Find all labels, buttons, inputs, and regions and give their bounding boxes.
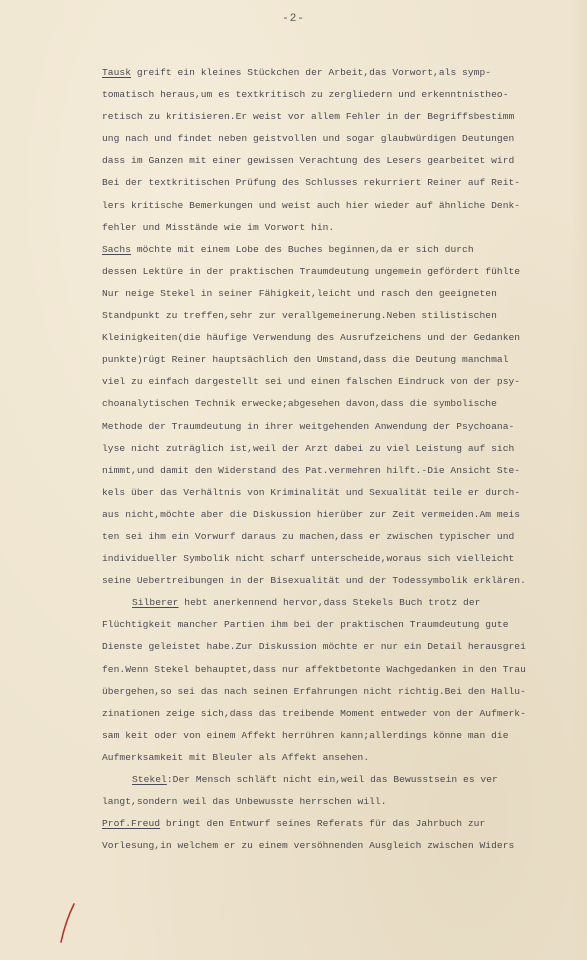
text-line bbox=[102, 327, 586, 349]
line-text: Vorlesung,in welchem er zu einem versöhnenden Ausgleich zwischen Widers bbox=[102, 840, 515, 852]
line-text: übergehen,so sei das nach seinen Erfahrungen nicht richtig.Bei den Hallu- bbox=[102, 685, 526, 697]
text-line bbox=[102, 150, 586, 172]
text-line bbox=[102, 438, 586, 460]
text-line bbox=[102, 725, 586, 747]
line-text: kels über das Verhältnis von Kriminalität und Sexualität teile er durch- bbox=[102, 486, 521, 498]
line-text: ung nach und findet neben geistvollen und sogar glaubwürdigen Deutungen bbox=[102, 133, 515, 145]
line-text: ten sei ihm ein Vorwurf daraus zu machen,dass er zwischen typischer und bbox=[102, 530, 515, 542]
text-line bbox=[102, 548, 586, 570]
line-text: Methode der Traumdeutung in ihrer weitgehenden Anwendung der Psychoana- bbox=[102, 420, 515, 432]
speaker-name: Sachs bbox=[102, 243, 132, 255]
line-text: sam keit oder von einem Affekt herrühren kann;allerdings könne man die bbox=[102, 729, 509, 741]
line-text: lyse nicht zuträglich ist,weil der Arzt dabei zu viel Leistung auf sich bbox=[102, 442, 515, 454]
line-text: retisch zu kritisieren.Er weist vor allem Fehler in der Begriffsbestimm bbox=[102, 111, 515, 123]
text-line bbox=[102, 747, 586, 769]
text-line bbox=[102, 261, 586, 283]
line-text: langt,sondern weil das Unbewusste herrschen will. bbox=[102, 796, 387, 808]
line-text: :Der Mensch schläft nicht ein,weil das Bewusstsein es ver bbox=[166, 774, 498, 785]
text-line bbox=[102, 592, 586, 614]
line-text: Dienste geleistet habe.Zur Diskussion möchte er nur ein Detail herausgrei bbox=[102, 641, 526, 653]
line-text: viel zu einfach dargestellt sei und einen falschen Eindruck von der psy- bbox=[102, 376, 521, 388]
line-text: greift ein kleines Stückchen der Arbeit,das Vorwort,als symp- bbox=[131, 67, 492, 78]
text-line bbox=[102, 349, 586, 371]
text-line bbox=[102, 283, 586, 305]
speaker-name: Stekel bbox=[132, 774, 167, 785]
text-line bbox=[102, 504, 586, 526]
line-text: fen.Wenn Stekel behauptet,dass nur affektbetonte Wachgedanken in den Trau bbox=[102, 663, 526, 675]
text-line bbox=[102, 305, 586, 327]
page-edge-shading bbox=[571, 0, 587, 960]
text-line bbox=[102, 791, 586, 813]
line-text: Flüchtigkeit mancher Partien ihm bei der praktischen Traumdeutung gute bbox=[102, 619, 509, 631]
line-text: dessen Lektüre in der praktischen Traumdeutung ungemein gefördert fühlte bbox=[102, 265, 521, 277]
text-line bbox=[102, 769, 586, 791]
line-text: choanalytischen Technik erwecke;abgesehen davon,dass die symbolische bbox=[102, 398, 497, 410]
line-text: individueller Symbolik nicht scharf unterscheide,woraus sich vielleicht bbox=[102, 553, 515, 565]
text-line bbox=[102, 813, 586, 835]
line-text: Standpunkt zu treffen,sehr zur verallgemeinerung.Neben stilistischen bbox=[102, 310, 497, 322]
page-number: -2- bbox=[282, 13, 305, 25]
text-line bbox=[102, 416, 586, 438]
line-text: fehler und Misstände wie im Vorwort hin. bbox=[102, 221, 335, 233]
line-text: zinationen zeige sich,dass das treibende Moment entweder von der Aufmerk- bbox=[102, 707, 526, 719]
text-line bbox=[102, 570, 586, 592]
text-line bbox=[102, 703, 586, 725]
text-line bbox=[102, 636, 586, 658]
line-text: möchte mit einem Lobe des Buches beginnen,da er sich durch bbox=[131, 243, 474, 255]
text-line bbox=[102, 835, 586, 857]
handwritten-margin-mark-icon bbox=[56, 902, 80, 946]
line-text: dass im Ganzen mit einer gewissen Verachtung des Lesers gearbeitet wird bbox=[102, 155, 515, 167]
text-line bbox=[102, 371, 586, 393]
line-text: punkte)rügt Reiner hauptsächlich den Umstand,dass die Deutung manchmal bbox=[102, 354, 509, 366]
text-line bbox=[102, 239, 586, 261]
text-line bbox=[102, 460, 586, 482]
line-text: Bei der textkritischen Prüfung des Schlusses rekurriert Reiner auf Reit- bbox=[102, 177, 521, 189]
line-text: bringt den Entwurf seines Referats für das Jahrbuch zur bbox=[160, 818, 486, 830]
text-line bbox=[102, 482, 586, 504]
line-text: seine Uebertreibungen in der Bisexualität und der Todessymbolik erklären. bbox=[102, 575, 526, 587]
line-text: Aufmerksamkeit mit Bleuler als Affekt ansehen. bbox=[102, 751, 370, 763]
text-line bbox=[102, 62, 586, 84]
line-text: tomatisch heraus,um es textkritisch zu zergliedern und erkenntnistheo- bbox=[102, 89, 509, 101]
text-line bbox=[102, 393, 586, 415]
line-text: Nur neige Stekel in seiner Fähigkeit,leicht und rasch den geeigneten bbox=[102, 287, 497, 299]
minutes-text bbox=[102, 62, 586, 857]
text-line bbox=[102, 195, 586, 217]
line-text: aus nicht,möchte aber die Diskussion hierüber zur Zeit vermeiden.Am meis bbox=[102, 508, 521, 520]
speaker-name: Tausk bbox=[102, 67, 132, 78]
text-line bbox=[102, 659, 586, 681]
line-text: Kleinigkeiten(die häufige Verwendung des Ausrufzeichens und der Gedanken bbox=[102, 332, 521, 344]
line-text: nimmt,und damit den Widerstand des Pat.vermehren hilft.-Die Ansicht Ste- bbox=[102, 464, 521, 476]
text-line bbox=[102, 172, 586, 194]
speaker-name: Prof.Freud bbox=[102, 818, 161, 830]
text-line bbox=[102, 526, 586, 548]
text-line bbox=[102, 217, 586, 239]
text-line bbox=[102, 84, 586, 106]
line-text: lers kritische Bemerkungen und weist auch hier wieder auf ähnliche Denk- bbox=[102, 199, 521, 211]
line-text: hebt anerkennend hervor,dass Stekels Buch trotz der bbox=[178, 597, 481, 609]
text-line bbox=[102, 128, 586, 150]
text-line bbox=[102, 614, 586, 636]
text-line bbox=[102, 106, 586, 128]
speaker-name: Silberer bbox=[132, 597, 179, 609]
text-line bbox=[102, 681, 586, 703]
